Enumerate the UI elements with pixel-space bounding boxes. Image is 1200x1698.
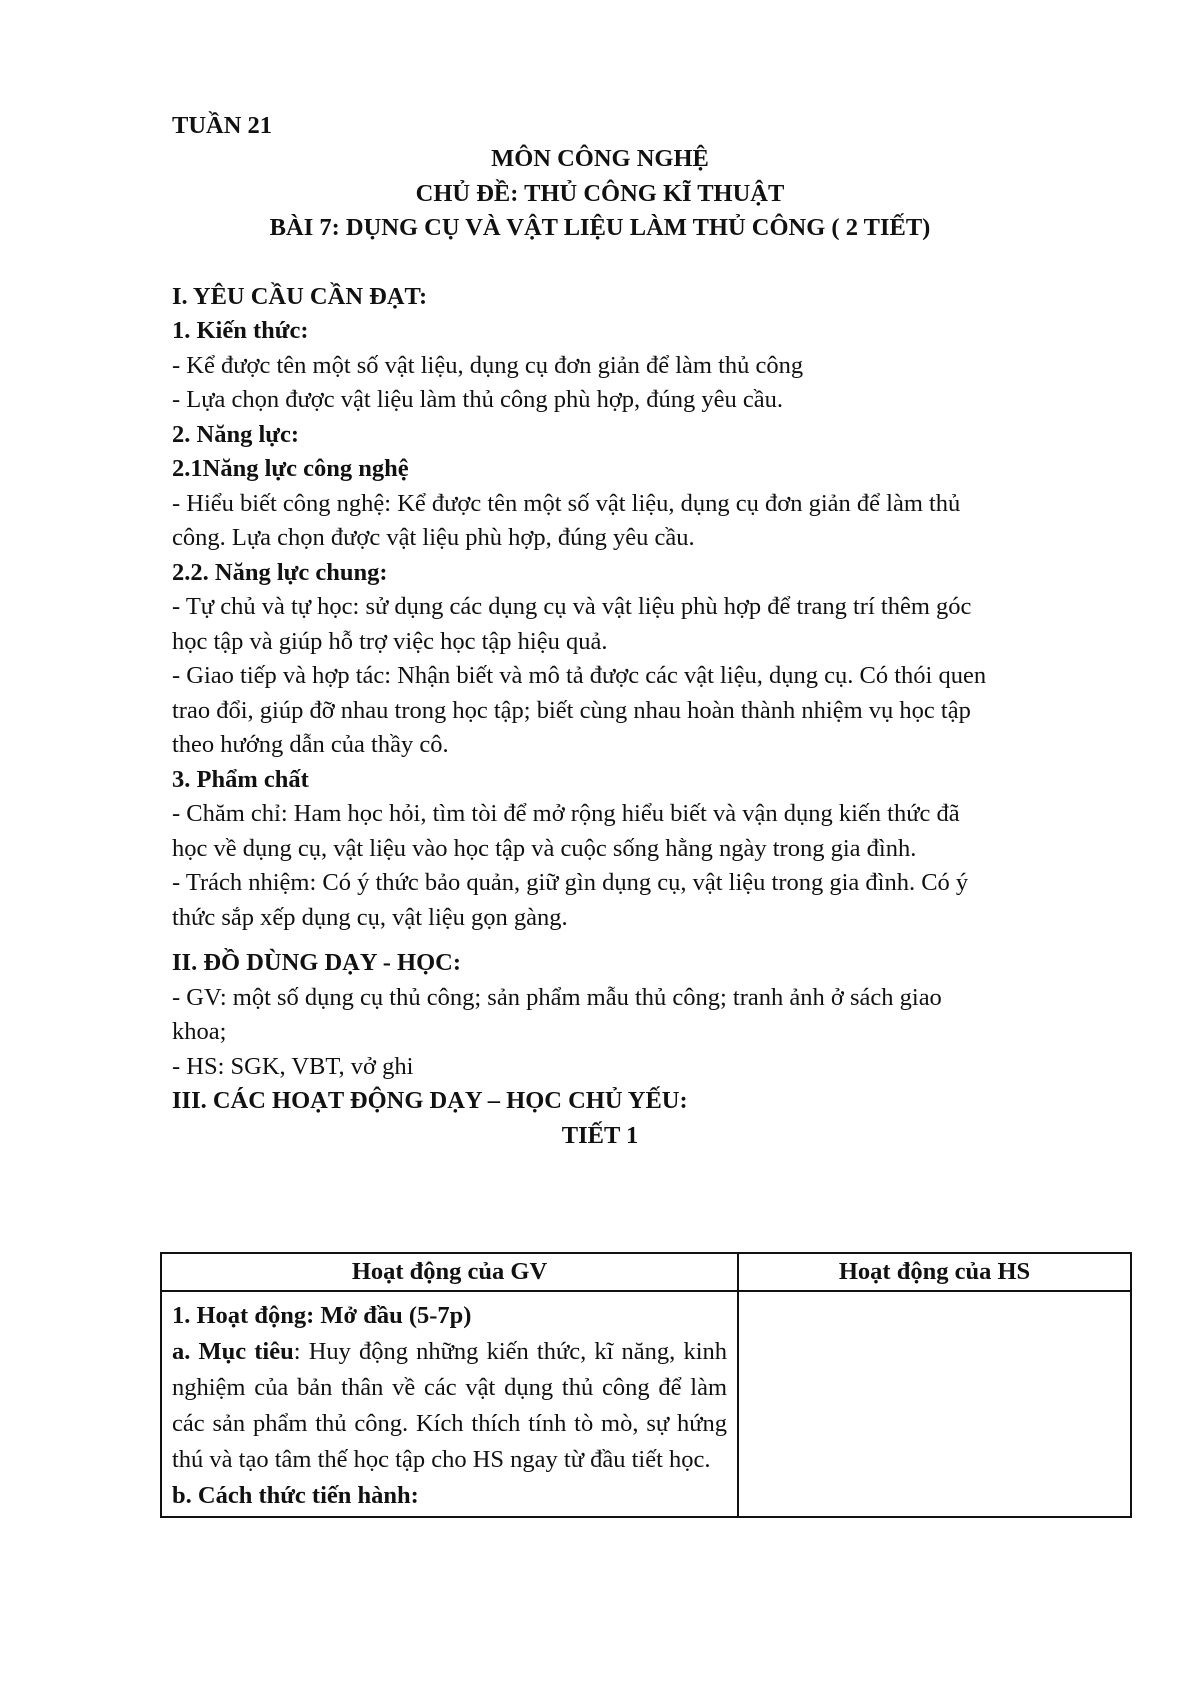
- materials-gv-line-1: - GV: một số dụng cụ thủ công; sản phẩm mẫu thủ công; tranh ảnh ở sách giao: [172, 984, 942, 1011]
- period-label: TIẾT 1: [561, 1122, 639, 1149]
- general-ability-line-5: theo hướng dẫn của thầy cô.: [172, 731, 449, 758]
- knowledge-heading: 1. Kiến thức:: [172, 317, 309, 344]
- section-3-heading: III. CÁC HOẠT ĐỘNG DẠY – HỌC CHỦ YẾU:: [172, 1087, 688, 1114]
- tech-ability-line-2: công. Lựa chọn được vật liệu phù hợp, đúng yêu cầu.: [172, 524, 695, 551]
- method-label: b. Cách thức tiến hành:: [172, 1482, 419, 1509]
- week-label: TUẦN 21: [172, 112, 273, 139]
- topic-title: CHỦ ĐỀ: THỦ CÔNG KĨ THUẬT: [415, 180, 785, 207]
- activity-goal: [172, 1334, 727, 1478]
- knowledge-item-2: - Lựa chọn được vật liệu làm thủ công phù hợp, đúng yêu cầu.: [172, 386, 784, 413]
- quality-line-3: - Trách nhiệm: Có ý thức bảo quản, giữ gìn dụng cụ, vật liệu trong gia đình. Có ý: [172, 869, 969, 896]
- general-ability-line-1: - Tự chủ và tự học: sử dụng các dụng cụ và vật liệu phù hợp để trang trí thêm góc: [172, 593, 972, 620]
- ability-heading: 2. Năng lực:: [172, 421, 299, 448]
- table-row: [161, 1291, 1131, 1517]
- activity-table: [160, 1252, 1132, 1518]
- activity-title: 1. Hoạt động: Mở đầu (5-7p): [172, 1302, 472, 1329]
- materials-hs: - HS: SGK, VBT, vở ghi: [172, 1053, 414, 1080]
- section-2-heading: II. ĐỒ DÙNG DẠY - HỌC:: [172, 949, 461, 976]
- activity-method: [172, 1478, 727, 1514]
- general-ability-line-3: - Giao tiếp và hợp tác: Nhận biết và mô tả được các vật liệu, dụng cụ. Có thói quen: [172, 662, 987, 689]
- activity-heading: [172, 1298, 727, 1334]
- lesson-title: BÀI 7: DỤNG CỤ VÀ VẬT LIỆU LÀM THỦ CÔNG ( 2 TIẾT): [269, 214, 931, 241]
- table-header-row: [161, 1253, 1131, 1291]
- tech-ability-heading: 2.1Năng lực công nghệ: [172, 455, 409, 482]
- teacher-activity-cell: [161, 1291, 738, 1517]
- general-ability-line-4: trao đổi, giúp đỡ nhau trong học tập; biết cùng nhau hoàn thành nhiệm vụ học tập: [172, 697, 971, 724]
- student-activity-cell: [738, 1291, 1131, 1517]
- quality-heading: 3. Phẩm chất: [172, 766, 309, 793]
- tech-ability-line-1: - Hiểu biết công nghệ: Kể được tên một số vật liệu, dụng cụ đơn giản để làm thủ: [172, 490, 961, 517]
- quality-line-2: học về dụng cụ, vật liệu vào học tập và cuộc sống hằng ngày trong gia đình.: [172, 835, 917, 862]
- student-column-header: Hoạt động của HS: [738, 1253, 1131, 1291]
- teacher-column-header: Hoạt động của GV: [161, 1253, 738, 1291]
- quality-line-1: - Chăm chỉ: Ham học hỏi, tìm tòi để mở rộng hiểu biết và vận dụng kiến thức đã: [172, 800, 960, 827]
- quality-line-4: thức sắp xếp dụng cụ, vật liệu gọn gàng.: [172, 904, 568, 931]
- knowledge-item-1: - Kể được tên một số vật liệu, dụng cụ đơn giản để làm thủ công: [172, 352, 804, 379]
- general-ability-heading: 2.2. Năng lực chung:: [172, 559, 388, 586]
- materials-gv-line-2: khoa;: [172, 1018, 227, 1045]
- goal-label: a. Mục tiêu: [172, 1338, 294, 1365]
- goal-text: : Huy động những kiến thức, kĩ năng, kinh nghiệm của bản thân về các vật dụng thủ công để làm các sản phẩm thủ công. Kích thích tính tò mò, sự hứng thú và tạo tâm thế học tập cho HS ngay từ đầu tiết học.: [172, 1338, 727, 1473]
- general-ability-line-2: học tập và giúp hỗ trợ việc học tập hiệu quả.: [172, 628, 608, 655]
- section-1-heading: I. YÊU CẦU CẦN ĐẠT:: [172, 283, 428, 310]
- subject-title: MÔN CÔNG NGHỆ: [491, 145, 709, 172]
